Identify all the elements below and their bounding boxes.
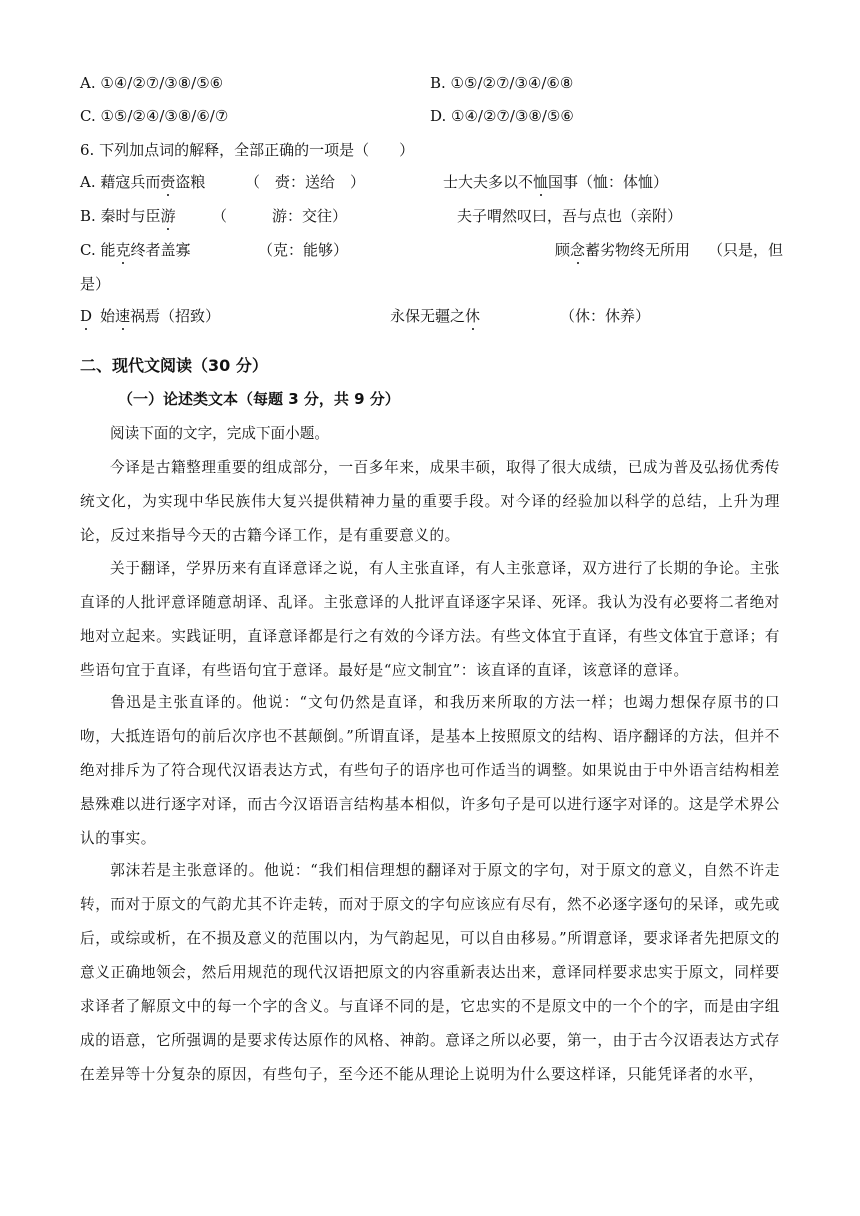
subsection-heading: （一）论述类文本（每题 3 分，共 9 分） <box>118 390 400 408</box>
q6-stem: 6. 下列加点词的解释，全部正确的一项是（ ） <box>80 141 415 159</box>
q6-option-c-left: C. 能克终者盖寡 <box>80 241 191 259</box>
q5-option-a: A. ①④/②⑦/③⑧/⑤⑥ <box>80 74 224 92</box>
paragraph-3: 鲁迅是主张直译的。他说：“文句仍然是直译，和我历来所取的方法一样；也竭力想保存原书的口吻，大抵连语句的前后次序也不甚颠倒。”所谓直译，是基本上按照原文的结构、语序翻译的方法，但并不绝对排斥为了符合现代汉语表达方式，有些句子的语序也可作适当的调整。如果说由于中外语言结构相差悬殊难以进行逐字对译，而古今汉语语言结构基本相似，许多句子是可以进行逐字对译的。这是学术界公认的事实。 <box>80 694 780 847</box>
q6-option-a-left: A. 藉寇兵而赍盗粮 <box>80 173 206 191</box>
q6-option-d-mid: 永保无疆之休 <box>390 307 481 325</box>
q6-option-a-right: 士大夫多以不恤国事（恤：体恤） <box>443 173 669 191</box>
q6-option-a-gloss: （ 赍：送给 ） <box>245 173 366 191</box>
q6-option-c-gloss: （克：能够） <box>258 241 349 259</box>
q6-option-b-right: 夫子喟然叹曰，吾与点也（亲附） <box>457 207 683 225</box>
q6-option-c-continuation: 是） <box>80 275 111 293</box>
q5-option-b: B. ①⑤/②⑦/③④/⑥⑧ <box>430 74 574 92</box>
paragraph-2: 关于翻译，学界历来有直译意译之说，有人主张直译，有人主张意译，双方进行了长期的争论。主张直译的人批评意译随意胡译、乱译。主张意译的人批评直译逐字呆译、死译。我认为没有必要将二者绝对地对立起来。实践证明，直译意译都是行之有效的今译方法。有些文体宜于直译，有些文体宜于意译；有些语句宜于直译，有些语句宜于意译。最好是“应文制宜”：该直译的直译，该意译的意译。 <box>80 560 780 679</box>
section-heading: 二、现代文阅读（30 分） <box>80 356 268 375</box>
q6-option-d-gloss: （休：休养） <box>560 307 651 325</box>
q6-option-b-left: B. 秦时与臣游 <box>80 207 176 225</box>
q5-option-c: C. ①⑤/②④/③⑧/⑥/⑦ <box>80 107 229 125</box>
reading-instruction: 阅读下面的文字，完成下面小题。 <box>110 425 329 442</box>
q6-option-d-label: D <box>80 307 93 325</box>
q6-option-c-right: 顾念蓄劣物终无所用 <box>555 241 691 259</box>
q6-option-d-left: 始速祸焉（招致） <box>100 307 221 325</box>
q6-option-b-gloss: （ 游：交往） <box>212 207 348 225</box>
q6-option-c-right-gloss: （只是，但 <box>708 241 784 259</box>
paragraph-4: 郭沫若是主张意译的。他说：“我们相信理想的翻译对于原文的字句，对于原文的意义，自然不许走转，而对于原文的气韵尤其不许走转，而对于原文的字句应该应有尽有，然不必逐字逐句的呆译，或先或后，或综或析，在不损及意义的范围以内，为气韵起见，可以自由移易。”所谓意译，要求译者先把原文的意义正确地领会，然后用规范的现代汉语把原文的内容重新表达出来，意译同样要求忠实于原文，同样要求译者了解原文中的每一个字的含义。与直译不同的是，它忠实的不是原文中的一个个的字，而是由字组成的语意，它所强调的是要求传达原作的风格、神韵。意译之所以必要，第一，由于古今汉语表达方式存在差异等十分复杂的原因，有些句子，至今还不能从理论上说明为什么要这样译，只能凭译者的水平， <box>80 862 780 1083</box>
paragraph-1: 今译是古籍整理重要的组成部分，一百多年来，成果丰硕，取得了很大成绩，已成为普及弘扬优秀传统文化，为实现中华民族伟大复兴提供精神力量的重要手段。对今译的经验加以科学的总结，上升为理论，反过来指导今天的古籍今译工作，是有重要意义的。 <box>80 459 780 544</box>
q5-option-d: D. ①④/②⑦/③⑧/⑤⑥ <box>430 107 574 125</box>
